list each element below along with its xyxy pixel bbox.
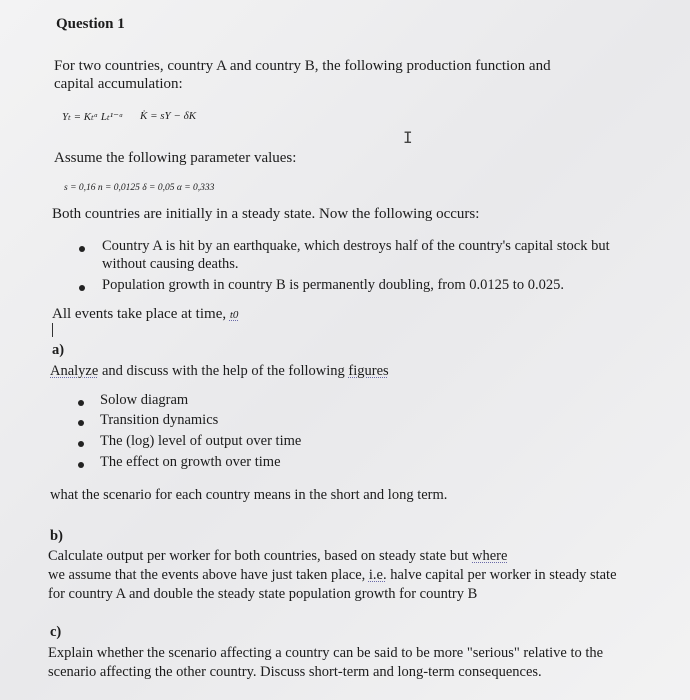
equation-capital: K̇ = sY − δK: [140, 110, 197, 122]
part-b-line-2-suffix: halve capital per worker in steady state: [386, 567, 617, 583]
spellcheck-word: where: [472, 548, 508, 564]
part-a-instruction-middle: and discuss with the help of the following: [98, 363, 349, 379]
part-b-line-3: for country A and double the steady state population growth for country B: [48, 586, 478, 602]
part-a-label: a): [52, 342, 65, 358]
bullet-icon: [78, 462, 84, 468]
intro-line-2: capital accumulation:: [54, 76, 183, 92]
part-b-line-2: [48, 567, 617, 584]
part-a-instruction: [50, 363, 389, 380]
part-c-line-2: scenario affecting the other country. Discuss short-term and long-term consequences.: [48, 664, 542, 680]
figure-item: The effect on growth over time: [100, 454, 281, 470]
figure-item: Transition dynamics: [100, 412, 219, 428]
bullet-icon: [78, 420, 84, 426]
text-cursor-icon: I: [403, 128, 413, 147]
parameter-values: s = 0,16 n = 0,0125 δ = 0,05 α = 0,333: [64, 183, 215, 193]
assume-text: Assume the following parameter values:: [54, 150, 297, 166]
bullet-icon: [78, 441, 84, 447]
event-a-line-1: Country A is hit by an earthquake, which destroys half of the country's capital stock but: [102, 238, 610, 254]
spellcheck-word: figures: [348, 363, 389, 379]
part-b-label: b): [50, 528, 63, 544]
time-text: [52, 306, 238, 323]
intro-line-1: For two countries, country A and country B, the following production function and: [54, 58, 551, 74]
spellcheck-word: Analyze: [50, 363, 99, 379]
steady-state-text: Both countries are initially in a steady state. Now the following occurs:: [52, 206, 480, 222]
part-c-label: c): [50, 624, 62, 640]
bullet-icon: [79, 246, 85, 252]
caret-icon: [52, 323, 53, 337]
time-label: All events take place at time,: [52, 306, 227, 322]
part-b-line-1: [48, 548, 507, 565]
part-b-line-1-text: Calculate output per worker for both countries, based on steady state but: [48, 548, 473, 564]
part-a-closing: what the scenario for each country means in the short and long term.: [50, 487, 448, 503]
bullet-icon: [79, 285, 85, 291]
figure-item: The (log) level of output over time: [100, 433, 302, 449]
time-symbol: t0: [229, 309, 239, 321]
bullet-icon: [78, 400, 84, 406]
event-b-line-1: Population growth in country B is permanently doubling, from 0.0125 to 0.025.: [102, 277, 564, 293]
figure-item: Solow diagram: [100, 392, 189, 408]
part-c-line-1: Explain whether the scenario affecting a country can be said to be more "serious" relative to the: [48, 645, 604, 661]
event-a-line-2: without causing deaths.: [102, 256, 239, 272]
spellcheck-word: i.e.: [368, 567, 387, 583]
part-b-line-2-text: we assume that the events above have just taken place,: [48, 567, 369, 583]
question-title: Question 1: [56, 16, 125, 32]
equation-production: Yₜ = Kₜᵅ Lₜ¹⁻ᵅ: [62, 111, 124, 123]
